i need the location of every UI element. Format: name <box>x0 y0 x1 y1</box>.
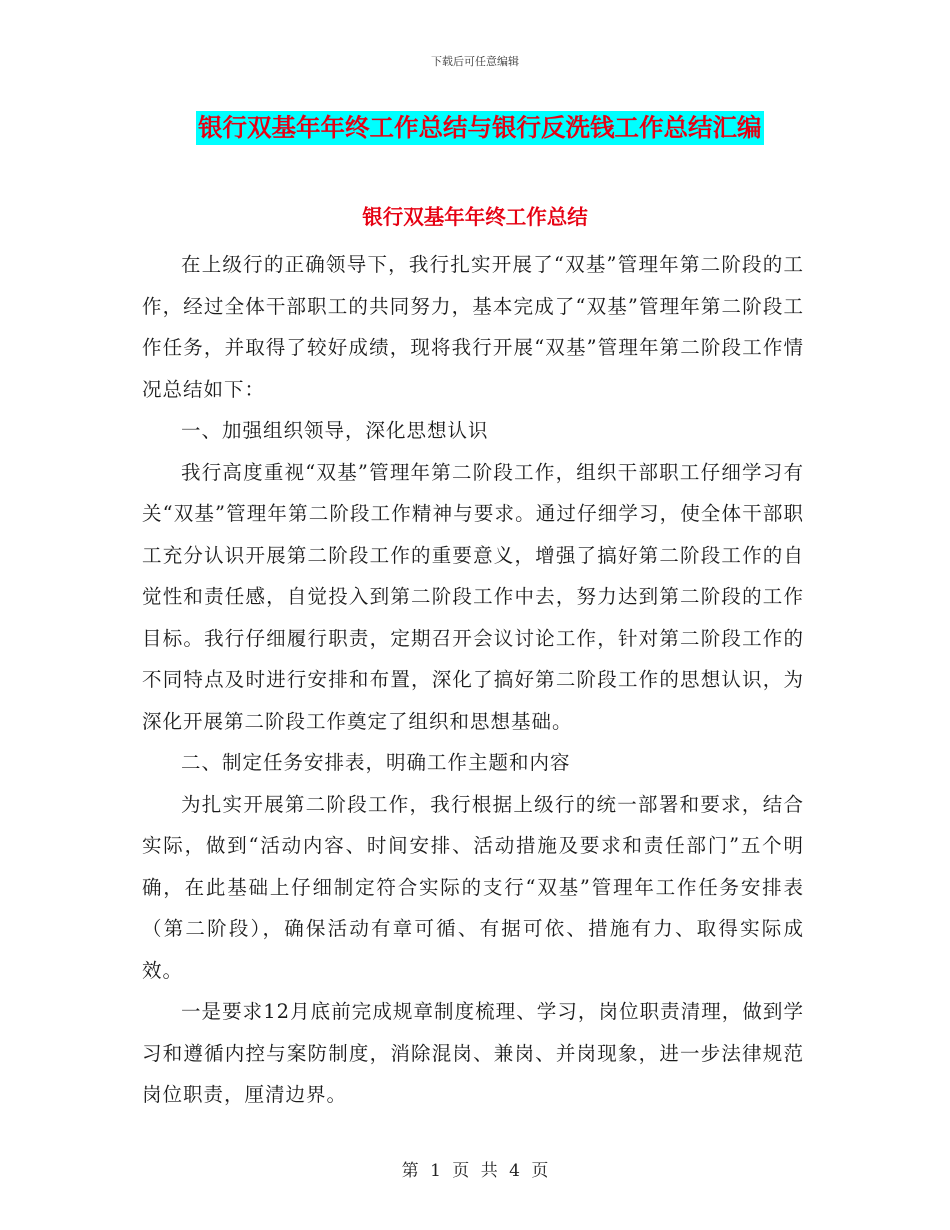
section-title: 银行双基年年终工作总结 <box>362 205 588 229</box>
paragraph-task-schedule: 为扎实开展第二阶段工作，我行根据上级行的统一部署和要求，结合实际，做到“活动内容、时间安排、活动措施及要求和责任部门”五个明确，在此基础上仔细制定符合实际的支行“双基”管理年工作任务安排表（第二阶段），确保活动有章可循、有据可依、措施有力、取得实际成效。 <box>142 792 804 982</box>
paragraph-requirement-one: 一是要求12月底前完成规章制度梳理、学习，岗位职责清理，做到学习和遵循内控与案防制度，消除混岗、兼岗、并岗现象，进一步法律规范岗位职责，厘清边界。 <box>142 1000 804 1106</box>
page-number-footer: 第 1 页 共 4 页 <box>401 1161 549 1181</box>
paragraph-intro: 在上级行的正确领导下，我行扎实开展了“双基”管理年第二阶段的工作，经过全体干部职工的共同努力，基本完成了“双基”管理年第二阶段工作任务，并取得了较好成绩，现将我行开展“双基”管理年第二阶段工作情况总结如下： <box>142 253 804 401</box>
paragraph-heading-2: 二、制定任务安排表，明确工作主题和内容 <box>181 751 571 774</box>
paragraph-heading-1: 一、加强组织领导，深化思想认识 <box>181 419 489 442</box>
document-main-title: 银行双基年年终工作总结与银行反洗钱工作总结汇编 <box>196 111 764 145</box>
document-body <box>142 244 804 1116</box>
paragraph-organization: 我行高度重视“双基”管理年第二阶段工作，组织干部职工仔细学习有关“双基”管理年第二阶段工作精神与要求。通过仔细学习，使全体干部职工充分认识开展第二阶段工作的重要意义，增强了搞好第二阶段工作的自觉性和责任感，自觉投入到第二阶段工作中去，努力达到第二阶段的工作目标。我行仔细履行职责，定期召开会议讨论工作，针对第二阶段工作的不同特点及时进行安排和布置，深化了搞好第二阶段工作的思想认识，为深化开展第二阶段工作奠定了组织和思想基础。 <box>142 460 804 733</box>
header-note: 下载后可任意编辑 <box>431 55 519 68</box>
